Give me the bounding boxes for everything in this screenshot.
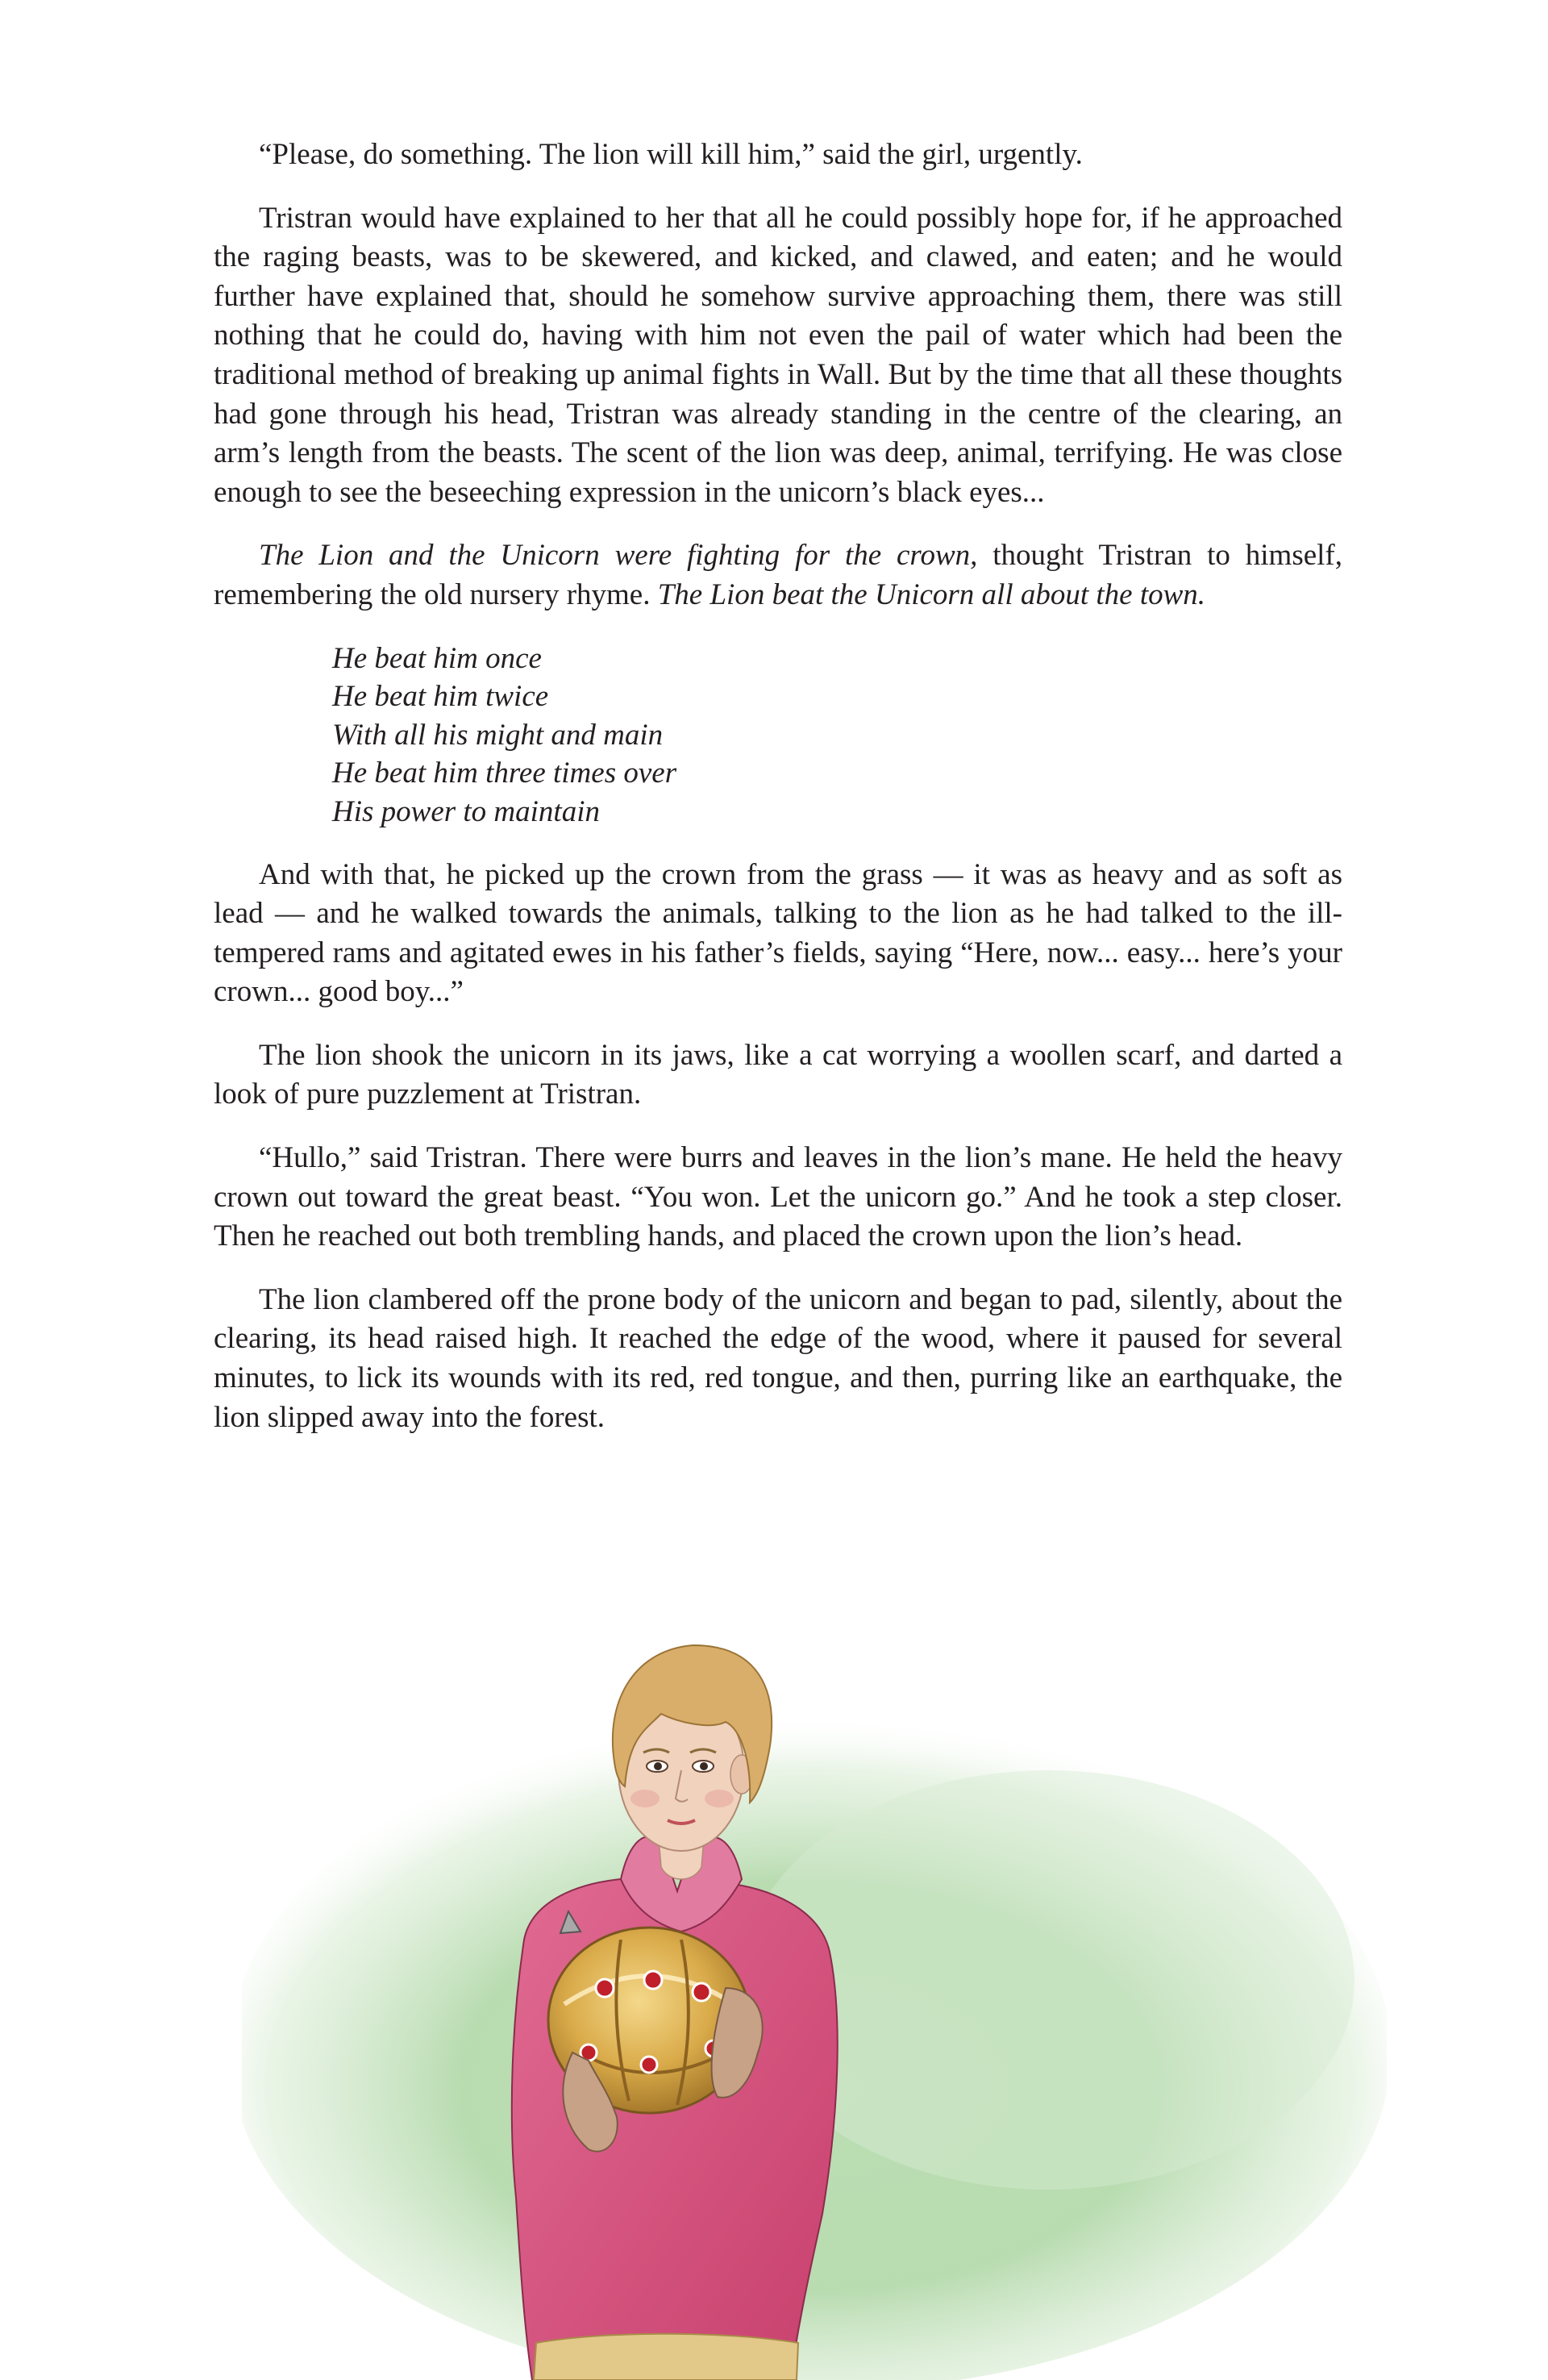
left-pupil [654,1762,662,1770]
poem [332,640,1342,832]
cheek [705,1790,734,1807]
paragraph: The lion shook the unicorn in its jaws, like a cat worrying a woollen scarf, and darted a look of pure puzzlement at Tristran. [214,1038,1342,1111]
story-text [214,135,1342,1437]
rhyme-roman-text: thought Tristran to himself, remembering the old nursery rhyme. [214,539,1342,611]
poem-line: He beat him three times over [332,757,677,790]
poem-line: He beat him once [332,641,542,675]
crown-jewel [641,2057,657,2073]
paragraph: And with that, he picked up the crown from the grass — it was as heavy and as soft as lead — and he walked towards the animals, talking to the lion as he had talked to the ill-tempered rams and agitated ewes in his father’s fields, saying “Here, now... easy... here’s your crown... good boy...” [214,857,1342,1009]
cheek [630,1790,660,1807]
poem-line: His power to maintain [332,794,600,828]
poem-line: He beat him twice [332,680,549,714]
tristran-illustration [242,1601,1387,2380]
poem-line: With all his might and main [332,718,664,752]
paragraph: The lion clambered off the prone body of the unicorn and began to pad, silently, about the clearing, its head raised high. It reached the edge of the wood, where it paused for several minutes, to lick its wounds with its red, red tongue, and then, purring like an earthquake, the lion slipped away into the forest. [214,1282,1342,1434]
nursery-rhyme-paragraph [214,536,1342,615]
belt [534,2334,798,2380]
crown-jewel [596,1979,614,1997]
paragraph: “Please, do something. The lion will kill him,” said the girl, urgently. [259,138,1083,171]
crown-jewel [644,1971,662,1989]
illustration-svg [242,1601,1387,2380]
paragraph: “Hullo,” said Tristran. There were burrs and leaves in the lion’s mane. He held the heavy crown out toward the great beast. “You won. Let the unicorn go.” And he took a step closer. Then he reached out both trembling hands, and placed the crown upon the lion’s head. [214,1141,1342,1253]
paragraph: Tristran would have explained to her that all he could possibly hope for, if he approached the raging beasts, was to be skewered, and kicked, and clawed, and eaten; and he would further have explained that, should he somehow survive approaching them, there was still nothing that he could do, having with him not even the pail of water which had been the traditional method of breaking up animal fights in Wall. But by the time that all these thoughts had gone through his head, Tristran was already standing in the centre of the clearing, an arm’s length from the beasts. The scent of the lion was deep, animal, terrifying. He was close enough to see the beseeching expression in the unicorn’s black eyes... [214,201,1342,509]
right-pupil [700,1762,708,1770]
rhyme-italic-text: The Lion and the Unicorn were fighting for the crown, [259,539,978,573]
rhyme-italic-text: The Lion beat the Unicorn all about the town. [657,577,1206,611]
crown-jewel [693,1983,710,2001]
